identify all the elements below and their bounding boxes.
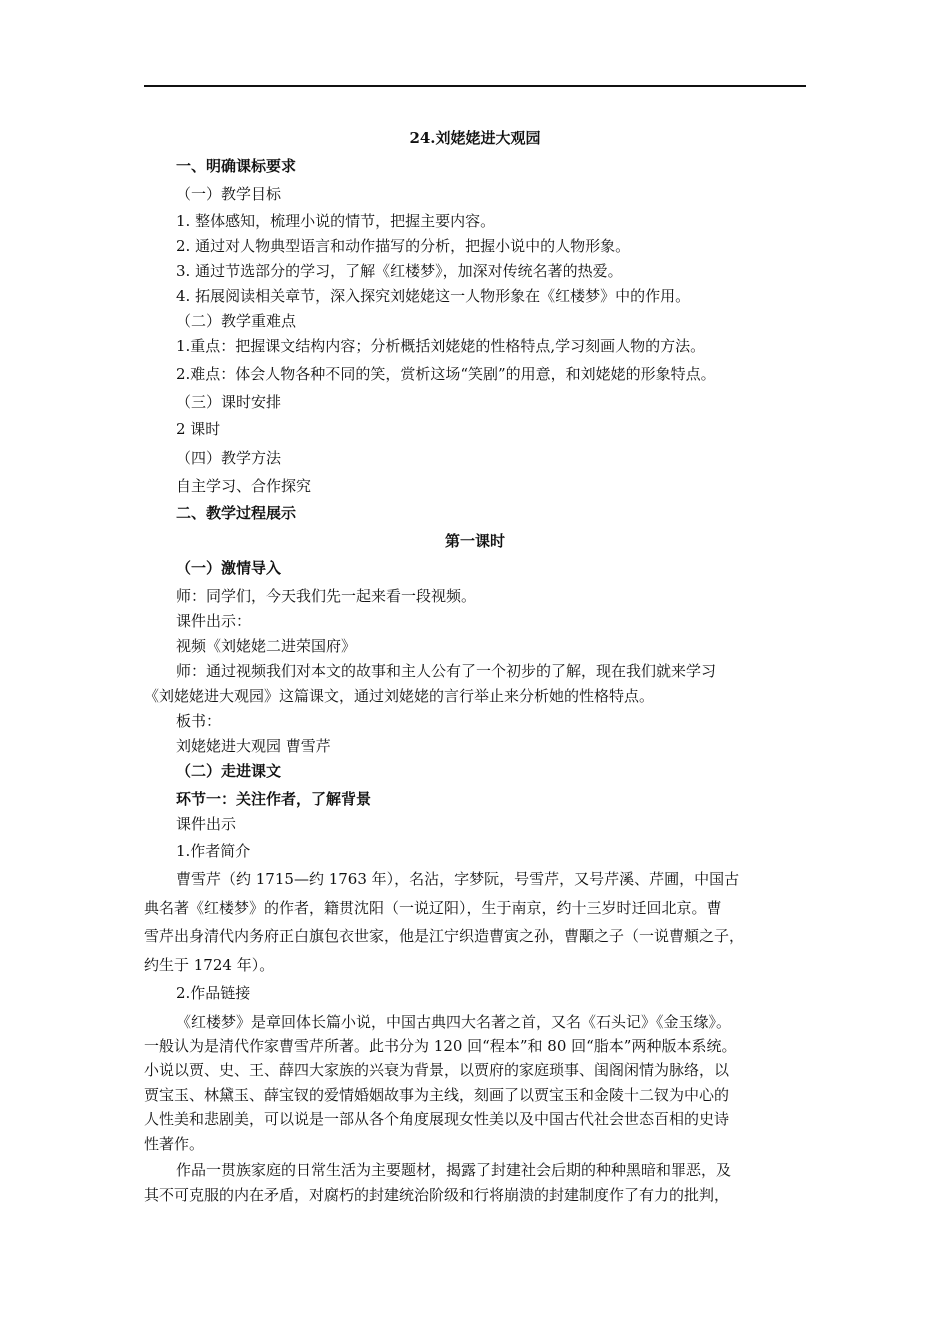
document-title: 24.刘姥姥进大观园 — [409, 129, 541, 147]
class-hours: 2 课时 — [176, 420, 221, 438]
paragraph: 《刘姥姥进大观园》这篇课文，通过刘姥姥的言行举止来分析她的性格特点。 — [144, 687, 655, 705]
work-intro: 《红楼梦》是章回体长篇小说，中国古典四大名著之首，又名《石头记》《金玉缘》。 — [176, 1013, 732, 1031]
teaching-method: 自主学习、合作探究 — [176, 477, 312, 495]
part-heading: （一）激情导入 — [176, 559, 282, 577]
author-intro: 约生于 1724 年）。 — [144, 956, 275, 974]
key-point: 1.重点：把握课文结构内容；分析概括刘姥姥的性格特点,学习刻画人物的方法。 — [176, 337, 706, 355]
paragraph: 2.作品链接 — [176, 984, 251, 1002]
paragraph: 视频《刘姥姥二进荣国府》 — [176, 637, 357, 655]
theme-paragraph: 其不可克服的内在矛盾，对腐朽的封建统治阶级和行将崩溃的封建制度作了有力的批判， — [144, 1186, 730, 1204]
work-intro: 一般认为是清代作家曹雪芹所著。此书分为 120 回“程本”和 80 回“脂本”两种版本系统。 — [144, 1037, 737, 1055]
goal-item: 4. 拓展阅读相关章节，深入探究刘姥姥这一人物形象在《红楼梦》中的作用。 — [176, 287, 691, 305]
theme-paragraph: 作品一贯族家庭的日常生活为主要题材，揭露了封建社会后期的种种黑暗和罪恶，及 — [176, 1161, 732, 1179]
difficult-point: 2.难点：体会人物各种不同的笑，赏析这场“笑剧”的用意，和刘姥姥的形象特点。 — [176, 365, 716, 383]
paragraph: 师：通过视频我们对本文的故事和主人公有了一个初步的了解，现在我们就来学习 — [176, 662, 717, 680]
goal-item: 3. 通过节选部分的学习，了解《红楼梦》，加深对传统名著的热爱。 — [176, 262, 623, 280]
paragraph: 1.作者简介 — [176, 842, 251, 860]
author-intro: 曹雪芹（约 1715—约 1763 年），名沾，字梦阮，号雪芹，又号芹溪、芹圃，中国古 — [176, 870, 740, 888]
paragraph: 课件出示： — [176, 612, 252, 630]
work-intro: 贾宝玉、林黛玉、薛宝钗的爱情婚姻故事为主线，刻画了以贾宝玉和金陵十二钗为中心的 — [144, 1086, 730, 1104]
section-heading: 一、明确课标要求 — [176, 157, 297, 175]
work-intro: 人性美和悲剧美，可以说是一部从各个角度展现女性美以及中国古代社会世态百相的史诗 — [144, 1110, 730, 1128]
subheading: （一）教学目标 — [176, 185, 282, 203]
lesson-title: 第一课时 — [444, 532, 505, 550]
author-intro: 典名著《红楼梦》的作者，籍贯沈阳（一说辽阳），生于南京，约十三岁时迁回北京。曹 — [144, 899, 722, 917]
part-heading: （二）走进课文 — [176, 762, 282, 780]
goal-item: 2. 通过对人物典型语言和动作描写的分析，把握小说中的人物形象。 — [176, 237, 631, 255]
work-intro: 性著作。 — [144, 1135, 205, 1153]
author-intro: 雪芹出身清代内务府正白旗包衣世家，他是江宁织造曹寅之孙，曹顒之子（一说曹頫之子， — [144, 927, 745, 945]
goal-item: 1. 整体感知，梳理小说的情节，把握主要内容。 — [176, 212, 496, 230]
subheading: （三）课时安排 — [176, 393, 282, 411]
work-intro: 小说以贾、史、王、薛四大家族的兴衰为背景，以贾府的家庭琐事、闺阁闲情为脉络，以 — [144, 1061, 730, 1079]
paragraph: 课件出示 — [176, 815, 237, 833]
section-heading: 二、教学过程展示 — [176, 504, 297, 522]
subheading: （二）教学重难点 — [176, 312, 297, 330]
board-writing: 刘姥姥进大观园 曹雪芹 — [176, 737, 331, 755]
paragraph: 师：同学们，今天我们先一起来看一段视频。 — [176, 587, 477, 605]
paragraph: 板书： — [176, 712, 222, 730]
header-rule — [144, 85, 806, 87]
step-heading: 环节一：关注作者，了解背景 — [176, 790, 372, 808]
subheading: （四）教学方法 — [176, 449, 282, 467]
